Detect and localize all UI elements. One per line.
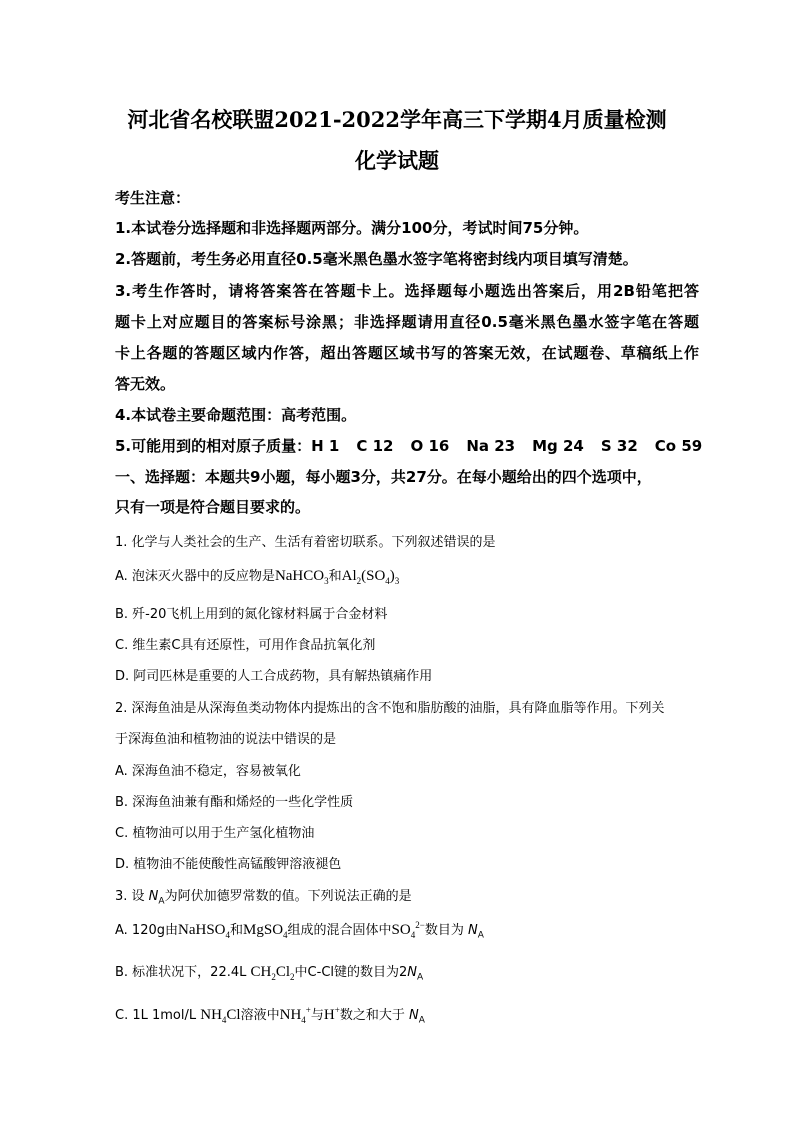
formula-ch2cl2: $CH_2Cl_2$ <box>250 964 295 982</box>
formula-nahco3: NaHCO$_3$ <box>274 568 329 586</box>
q1-stem: 1. 化学与人类社会的生产、生活有着密切联系。下列叙述错误的是 <box>115 535 496 550</box>
atomic-mass-label: 5.可能用到的相对原子质量： <box>115 437 312 455</box>
q1-option-c: C. 维生素C具有还原性，可用作食品抗氧化剂 <box>115 638 376 653</box>
formula-sulfate-ion: $SO_4^{2-}$ <box>391 920 425 940</box>
atomic-mass-c: C 12 <box>356 437 394 455</box>
q2-option-d: D. 植物油不能使酸性高锰酸钾溶液褪色 <box>115 857 342 872</box>
notice-item-3-line-2: 题卡上对应题目的答案标号涂黑；非选择题请用直径0.5毫米黑色墨水签字笔在答题 <box>115 313 699 331</box>
notice-item-3-line-3: 卡上各题的答题区域内作答，超出答题区域书写的答案无效，在试题卷、草稿纸上作 <box>115 344 699 362</box>
q3-option-c: C. 1L 1mol/L $NH_4Cl$溶液中$NH_4^+$与H+数之和大于 $N_A$ <box>115 1005 425 1026</box>
q1-option-a: A. 泡沫灭火器中的反应物是NaHCO$_3$和$Al_2(SO_4)_3$ <box>115 568 400 586</box>
q2-stem-line-2: 于深海鱼油和植物油的说法中错误的是 <box>115 732 337 747</box>
notice-item-3-line-4: 答无效。 <box>115 375 176 393</box>
notice-item-3-line-1: 3.考生作答时，请将答案答在答题卡上。选择题每小题选出答案后，用2B铅笔把答 <box>115 282 699 300</box>
formula-mgso4: MgSO$_4$ <box>243 922 288 940</box>
exam-title: 河北省名校联盟2021-2022学年高三下学期4月质量检测 <box>127 107 667 132</box>
atomic-mass-s: S 32 <box>600 437 638 455</box>
q2-option-c: C. 植物油可以用于生产氢化植物油 <box>115 826 315 841</box>
formula-nh4cl: $NH_4Cl$ <box>200 1007 241 1025</box>
section-1-heading-line-2: 只有一项是符合题目要求的。 <box>115 498 311 516</box>
q2-option-b: B. 深海鱼油兼有酯和烯烃的一些化学性质 <box>115 795 354 810</box>
notice-item-2: 2.答题前，考生务必用直径0.5毫米黑色墨水签字笔将密封线内项目填写清楚。 <box>115 250 638 268</box>
q2-stem-line-1: 2. 深海鱼油是从深海鱼类动物体内提炼出的含不饱和脂肪酸的油脂，具有降血脂等作用。下列关 <box>115 701 665 716</box>
notice-heading: 考生注意： <box>115 189 191 207</box>
atomic-mass-mg: Mg 24 <box>532 437 584 455</box>
atomic-mass-h: H 1 <box>311 437 340 455</box>
formula-al2so43: $Al_2(SO_4)_3$ <box>341 568 400 586</box>
notice-item-4: 4.本试卷主要命题范围：高考范围。 <box>115 406 357 424</box>
q3-stem: 3. 设 $N_A$为阿伏加德罗常数的值。下列说法正确的是 <box>115 889 412 907</box>
atomic-mass-na: Na 23 <box>466 437 516 455</box>
formula-hydrogen-ion: H+ <box>323 1005 340 1023</box>
section-1-heading-line-1: 一、选择题：本题共9小题，每小题3分，共27分。在每小题给出的四个选项中， <box>115 468 652 486</box>
q1-option-d: D. 阿司匹林是重要的人工合成药物，具有解热镇痛作用 <box>115 669 433 684</box>
formula-ammonium-ion: $NH_4^+$ <box>279 1005 311 1025</box>
notice-item-1: 1.本试卷分选择题和非选择题两部分。满分100分，考试时间75分钟。 <box>115 219 589 237</box>
q2-option-a: A. 深海鱼油不稳定，容易被氧化 <box>115 764 301 779</box>
formula-nahso4: NaHSO$_4$ <box>178 922 230 940</box>
notice-item-5 <box>115 435 719 456</box>
atomic-mass-o: O 16 <box>410 437 450 455</box>
atomic-mass-co: Co 59 <box>654 437 703 455</box>
q3-option-b: B. 标准状况下，22.4L $CH_2Cl_2$中C-Cl键的数目为$2N_A$ <box>115 964 424 983</box>
q3-option-a: A. 120g由NaHSO$_4$和MgSO$_4$组成的混合固体中$SO_4^{2-}$数目为 $N_A$ <box>115 920 484 941</box>
q1-option-b: B. 歼-20飞机上用到的氮化镓材料属于合金材料 <box>115 607 388 622</box>
exam-subtitle: 化学试题 <box>355 148 439 173</box>
